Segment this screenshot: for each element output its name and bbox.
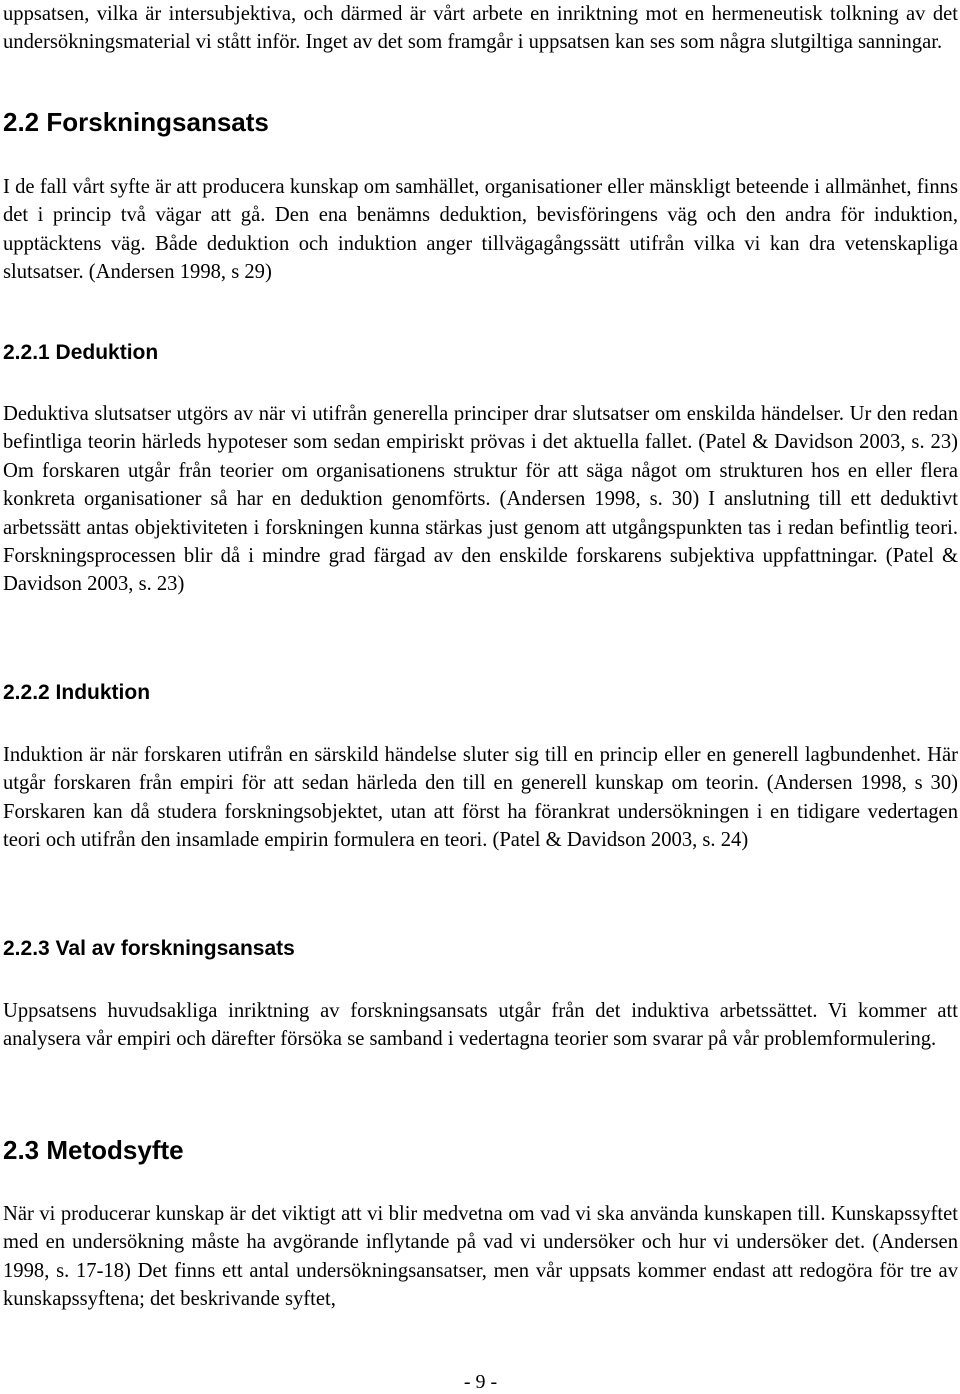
heading-deduktion: 2.2.1 Deduktion <box>3 341 159 364</box>
heading-metodsyfte: 2.3 Metodsyfte <box>3 1135 184 1165</box>
paragraph-induktion: Induktion är när forskaren utifrån en särskild händelse sluter sig till en princip eller en generell lagbundenhet. Här utgår forskaren från empiri för att sedan härleda den till en generell kunskap om teorin. (Andersen 1998, s 30) Forskaren kan då studera forskningsobjektet, utan att först ha förankrat undersökningen i en tidigare vedertagen teori och utifrån den insamlade empirin formulera en teori. (Patel & Davidson 2003, s. 24) <box>3 744 958 852</box>
paragraph-val-av-forskningsansats: Uppsatsens huvudsakliga inriktning av forskningsansats utgår från det induktiva arbetssättet. Vi kommer att analysera vår empiri och därefter försöka se samband i vedertagna teorier som svarar på vår problemformulering. <box>3 1000 958 1051</box>
heading-induktion: 2.2.2 Induktion <box>3 681 151 704</box>
paragraph-metodsyfte: När vi producerar kunskap är det viktigt att vi blir medvetna om vad vi ska använda kunskapen till. Kunskapssyftet med en undersökning måste ha avgörande inflytande på vad vi undersöker och hur vi undersöker det. (Andersen 1998, s. 17-18) Det finns ett antal undersökningsansatser, men vår uppsats kommer endast att redogöra för tre av kunskapssyftena; det beskrivande syftet, <box>3 1203 958 1311</box>
heading-forskningsansats: 2.2 Forskningsansats <box>3 107 269 137</box>
heading-val-av-forskningsansats: 2.2.3 Val av forskningsansats <box>3 937 295 960</box>
page-number: - 9 - <box>463 1371 498 1393</box>
paragraph-deduktion: Deduktiva slutsatser utgörs av när vi utifrån generella principer drar slutsatser om enskilda händelser. Ur den redan befintliga teorin härleds hypoteser som sedan empiriskt prövas i det aktuella fallet. (Patel & Davidson 2003, s. 23) Om forskaren utgår från teorier om organisationens struktur för att säga något om strukturen hos en eller flera konkreta organisationer så har en deduktion genomförts. (Andersen 1998, s. 30) I anslutning till ett deduktivt arbetssätt antas objektiviteten i forskningen kunna stärkas just genom att utgångspunkten tas i redan befintlig teori. Forskningsprocessen blir då i mindre grad färgad av den enskilde forskarens subjektiva uppfattningar. (Patel & Davidson 2003, s. 23) <box>3 403 958 596</box>
paragraph-forskningsansats: I de fall vårt syfte är att producera kunskap om samhället, organisationer eller mänskligt beteende i allmänhet, finns det i princip två vägar att gå. Den ena benämns deduktion, bevisföringens väg och den andra för induktion, upptäcktens väg. Både deduktion och induktion anger tillvägagångssätt utifrån vilka vi kan dra vetenskapliga slutsatser. (Andersen 1998, s 29) <box>3 176 958 284</box>
intro-paragraph: uppsatsen, vilka är intersubjektiva, och därmed är vårt arbete en inriktning mot en hermeneutisk tolkning av det undersökningsmaterial vi stått inför. Inget av det som framgår i uppsatsen kan ses som några slutgiltiga sanningar. <box>3 3 958 54</box>
